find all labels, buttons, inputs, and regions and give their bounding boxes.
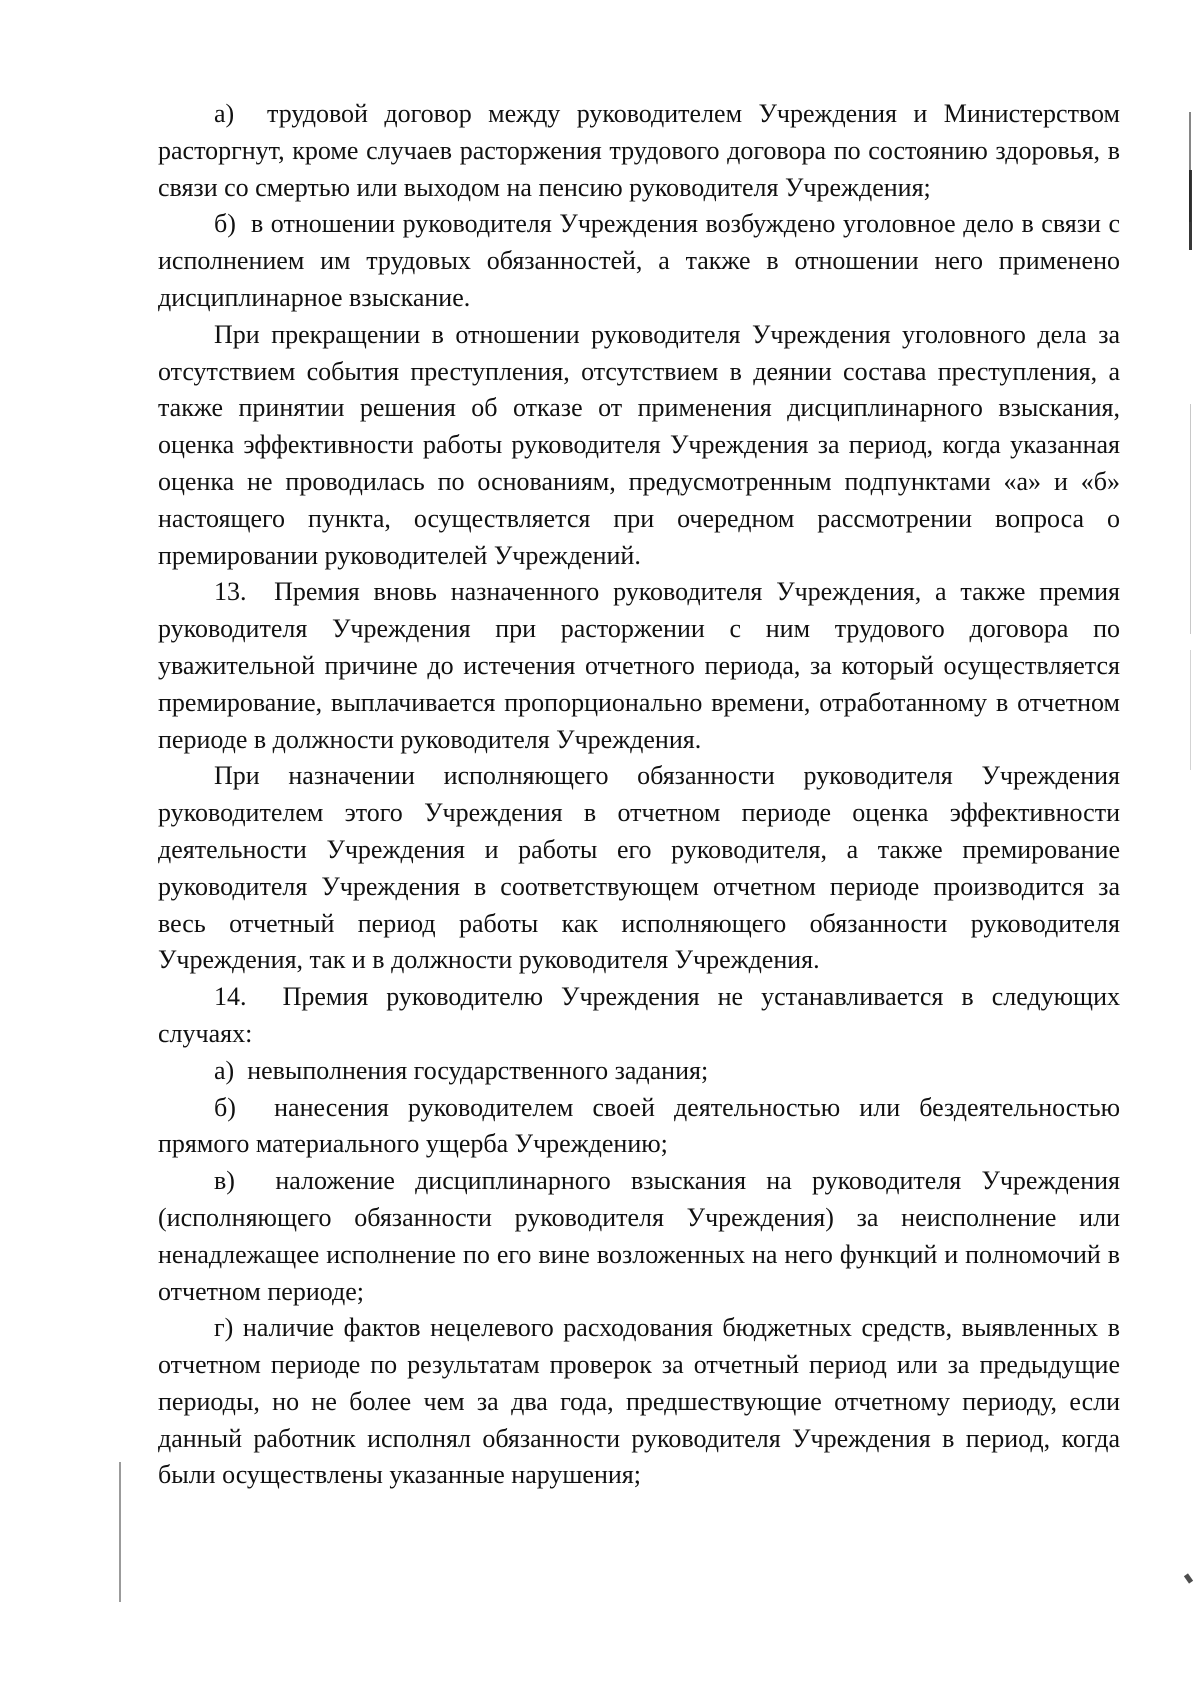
scan-edge-mark bbox=[1184, 1573, 1193, 1583]
paragraph-14-v: в) наложение дисциплинарного взыскания на руководителя Учреждения (исполняющего обязанности руководителя Учреждения) за неисполнение или ненадлежащее исполнение по его вине возложенных на него функций и полномочий в отчетном периоде; bbox=[158, 1166, 1120, 1306]
paragraph-a-contract-terminated: а) трудовой договор между руководителем Учреждения и Министерством расторгнут, кроме случаев расторжения трудового договора по состоянию здоровья, в связи со смертью или выходом на пенсию руководителя Учреждения; bbox=[158, 99, 1120, 202]
paragraph-acting-head-appointment: При назначении исполняющего обязанности руководителя Учреждения руководителем этого Учреждения в отчетном периоде оценка эффективности деятельности Учреждения и работы его руководителя, а также премирование руководителя Учреждения в соответствующем отчетном периоде производится за весь отчетный период работы как исполняющего обязанности руководителя Учреждения, так и в должности руководителя Учреждения. bbox=[158, 761, 1120, 975]
paragraph-14-b: б) нанесения руководителем своей деятельностью или бездеятельностью прямого материального ущерба Учреждению; bbox=[158, 1092, 1120, 1159]
paragraph-13-new-head-bonus: 13. Премия вновь назначенного руководителя Учреждения, а также премия руководителя Учреждения при расторжении с ним трудового договора по уважительной причине до истечения отчетного периода, за который осуществляется премирование, выплачивается пропорционально времени, отработанному в отчетном периоде в должности руководителя Учреждения. bbox=[158, 577, 1120, 754]
scan-edge-mark bbox=[119, 1462, 121, 1602]
paragraph-14-g: г) наличие фактов нецелевого расходования бюджетных средств, выявленных в отчетном периоде по результатам проверок за отчетный период или за предыдущие периоды, но не более чем за два года, предшествующие отчетному периоду, если данный работник исполнял обязанности руководителя Учреждения в период, когда были осуществлены указанные нарушения; bbox=[158, 1313, 1120, 1490]
scan-edge-mark bbox=[1189, 170, 1192, 250]
document-body bbox=[158, 96, 1120, 1494]
paragraph-14-bonus-not-set: 14. Премия руководителю Учреждения не устанавливается в следующих случаях: bbox=[158, 982, 1120, 1048]
scan-edge-mark bbox=[1190, 650, 1191, 770]
scan-edge-mark bbox=[1190, 404, 1191, 634]
paragraph-14-a: а) невыполнения государственного задания; bbox=[214, 1055, 709, 1085]
paragraph-b-criminal-case: б) в отношении руководителя Учреждения возбуждено уголовное дело в связи с исполнением им трудовых обязанностей, а также в отношении него применено дисциплинарное взыскание. bbox=[158, 209, 1120, 312]
paragraph-case-termination: При прекращении в отношении руководителя Учреждения уголовного дела за отсутствием события преступления, отсутствием в деянии состава преступления, а также принятии решения об отказе от применения дисциплинарного взыскания, оценка эффективности работы руководителя Учреждения за период, когда указанная оценка не проводилась по основаниям, предусмотренным подпунктами «а» и «б» настоящего пункта, осуществляется при очередном рассмотрении вопроса о премировании руководителей Учреждений. bbox=[158, 319, 1120, 570]
